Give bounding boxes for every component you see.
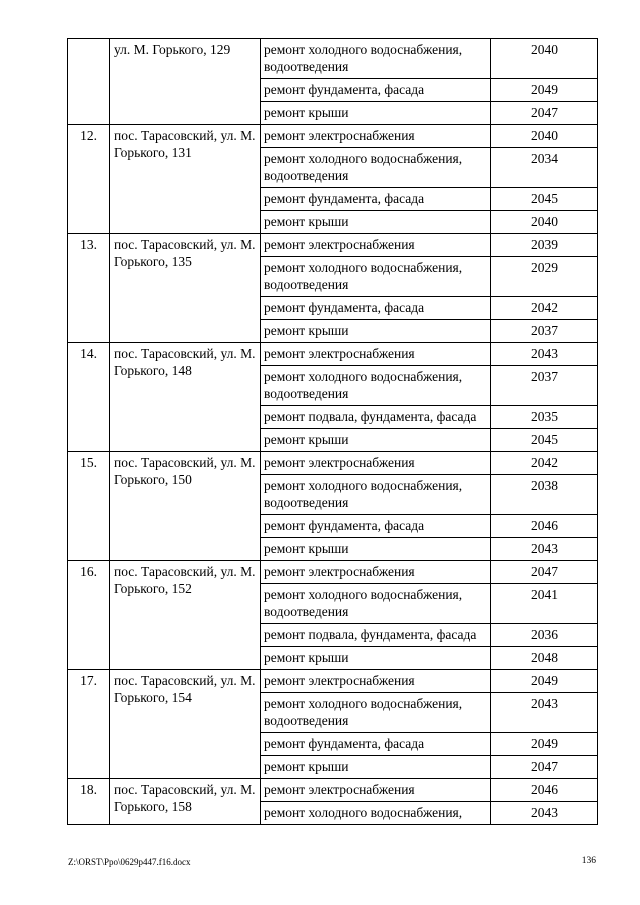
table-row — [68, 561, 598, 584]
work-type: ремонт крыши — [261, 320, 491, 343]
table-row — [68, 125, 598, 148]
work-type: ремонт фундамента, фасада — [261, 297, 491, 320]
footer-page-number: 136 — [581, 856, 596, 866]
work-type: ремонт холодного водоснабжения, водоотведения — [261, 475, 491, 515]
building-number — [68, 39, 110, 125]
building-number: 14. — [68, 343, 110, 452]
planned-year: 2043 — [491, 802, 598, 825]
work-type: ремонт электроснабжения — [261, 125, 491, 148]
planned-year: 2042 — [491, 452, 598, 475]
planned-year: 2034 — [491, 148, 598, 188]
work-type: ремонт холодного водоснабжения, водоотведения — [261, 584, 491, 624]
building-number: 15. — [68, 452, 110, 561]
repair-schedule-body — [68, 39, 598, 825]
work-type: ремонт электроснабжения — [261, 779, 491, 802]
work-type: ремонт крыши — [261, 102, 491, 125]
planned-year: 2047 — [491, 561, 598, 584]
planned-year: 2046 — [491, 515, 598, 538]
work-type: ремонт холодного водоснабжения, водоотведения — [261, 148, 491, 188]
planned-year: 2048 — [491, 647, 598, 670]
building-address: пос. Тарасовский, ул. М. Горького, 154 — [110, 670, 261, 779]
planned-year: 2043 — [491, 343, 598, 366]
repair-schedule-table — [67, 38, 598, 825]
planned-year: 2049 — [491, 79, 598, 102]
building-number: 16. — [68, 561, 110, 670]
building-number: 17. — [68, 670, 110, 779]
table-row — [68, 779, 598, 802]
planned-year: 2049 — [491, 670, 598, 693]
planned-year: 2045 — [491, 429, 598, 452]
planned-year: 2043 — [491, 693, 598, 733]
building-address: ул. М. Горького, 129 — [110, 39, 261, 125]
planned-year: 2043 — [491, 538, 598, 561]
work-type: ремонт подвала, фундамента, фасада — [261, 406, 491, 429]
planned-year: 2029 — [491, 257, 598, 297]
planned-year: 2041 — [491, 584, 598, 624]
planned-year: 2046 — [491, 779, 598, 802]
work-type: ремонт крыши — [261, 647, 491, 670]
work-type: ремонт фундамента, фасада — [261, 515, 491, 538]
building-address: пос. Тарасовский, ул. М. Горького, 152 — [110, 561, 261, 670]
building-address: пос. Тарасовский, ул. М. Горького, 135 — [110, 234, 261, 343]
work-type: ремонт крыши — [261, 538, 491, 561]
building-number: 13. — [68, 234, 110, 343]
planned-year: 2042 — [491, 297, 598, 320]
work-type: ремонт крыши — [261, 756, 491, 779]
planned-year: 2040 — [491, 125, 598, 148]
planned-year: 2045 — [491, 188, 598, 211]
work-type: ремонт холодного водоснабжения, водоотведения — [261, 39, 491, 79]
table-row — [68, 343, 598, 366]
work-type: ремонт холодного водоснабжения, — [261, 802, 491, 825]
planned-year: 2035 — [491, 406, 598, 429]
planned-year: 2037 — [491, 320, 598, 343]
planned-year: 2040 — [491, 211, 598, 234]
building-address: пос. Тарасовский, ул. М. Горького, 150 — [110, 452, 261, 561]
work-type: ремонт холодного водоснабжения, водоотведения — [261, 693, 491, 733]
building-number: 18. — [68, 779, 110, 825]
building-address: пос. Тарасовский, ул. М. Горького, 131 — [110, 125, 261, 234]
work-type: ремонт электроснабжения — [261, 561, 491, 584]
planned-year: 2038 — [491, 475, 598, 515]
table-row — [68, 39, 598, 79]
work-type: ремонт крыши — [261, 429, 491, 452]
table-row — [68, 234, 598, 257]
work-type: ремонт фундамента, фасада — [261, 79, 491, 102]
planned-year: 2039 — [491, 234, 598, 257]
work-type: ремонт крыши — [261, 211, 491, 234]
planned-year: 2040 — [491, 39, 598, 79]
work-type: ремонт фундамента, фасада — [261, 188, 491, 211]
planned-year: 2049 — [491, 733, 598, 756]
planned-year: 2036 — [491, 624, 598, 647]
footer-file-path: Z:\ORST\Ppo\0629p447.f16.docx — [68, 857, 191, 867]
work-type: ремонт холодного водоснабжения, водоотведения — [261, 366, 491, 406]
building-address: пос. Тарасовский, ул. М. Горького, 158 — [110, 779, 261, 825]
work-type: ремонт фундамента, фасада — [261, 733, 491, 756]
work-type: ремонт электроснабжения — [261, 452, 491, 475]
table-row — [68, 670, 598, 693]
work-type: ремонт электроснабжения — [261, 670, 491, 693]
table-row — [68, 452, 598, 475]
planned-year: 2037 — [491, 366, 598, 406]
work-type: ремонт холодного водоснабжения, водоотведения — [261, 257, 491, 297]
planned-year: 2047 — [491, 102, 598, 125]
work-type: ремонт электроснабжения — [261, 343, 491, 366]
planned-year: 2047 — [491, 756, 598, 779]
building-number: 12. — [68, 125, 110, 234]
work-type: ремонт подвала, фундамента, фасада — [261, 624, 491, 647]
building-address: пос. Тарасовский, ул. М. Горького, 148 — [110, 343, 261, 452]
work-type: ремонт электроснабжения — [261, 234, 491, 257]
